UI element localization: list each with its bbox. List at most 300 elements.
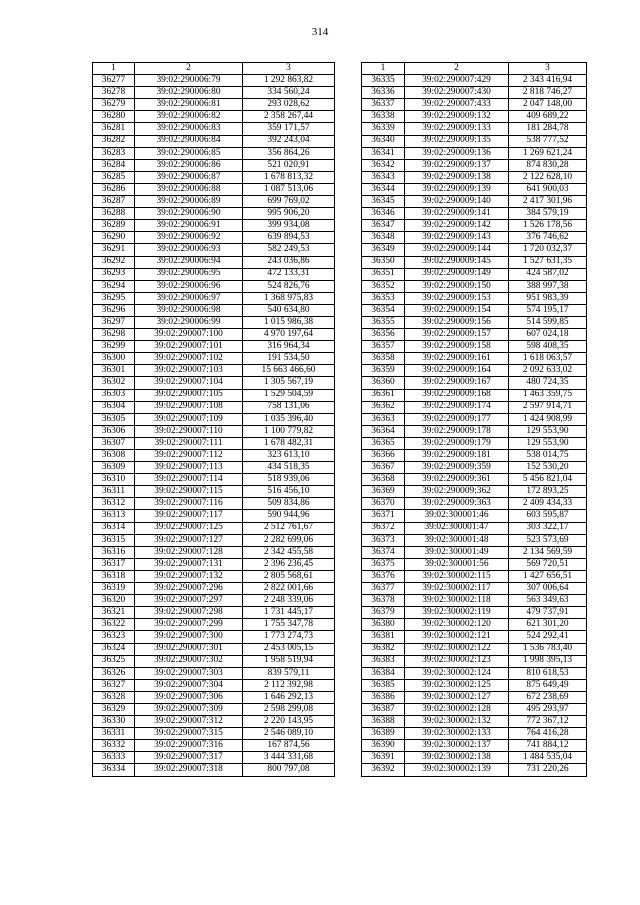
table-row: [93, 716, 335, 728]
cadastral-number-cell: 39:02:300002:123: [405, 655, 509, 667]
value-cell: 472 133,31: [243, 268, 335, 280]
row-number-cell: 36371: [362, 510, 405, 522]
cadastral-number-cell: 39:02:290007:298: [135, 607, 243, 619]
value-cell: 293 028,62: [243, 99, 335, 111]
row-number-cell: 36370: [362, 498, 405, 510]
row-number-cell: 36333: [93, 752, 135, 764]
table-row: [362, 643, 587, 655]
row-number-cell: 36326: [93, 667, 135, 679]
table-row: [362, 232, 587, 244]
cadastral-number-cell: 39:02:290009:136: [405, 147, 509, 159]
table-row: [362, 75, 587, 87]
table-row: [362, 401, 587, 413]
table-row: [362, 389, 587, 401]
row-number-cell: 36328: [93, 691, 135, 703]
row-number-cell: 36343: [362, 171, 405, 183]
table-row: [93, 111, 335, 123]
row-number-cell: 36311: [93, 486, 135, 498]
value-cell: 758 131,06: [243, 401, 335, 413]
value-cell: 316 964,34: [243, 341, 335, 353]
cadastral-number-cell: 39:02:300001:56: [405, 558, 509, 570]
row-number-cell: 36382: [362, 643, 405, 655]
table-row: [362, 486, 587, 498]
table-row: [93, 183, 335, 195]
cadastral-number-cell: 39:02:290009:143: [405, 232, 509, 244]
row-number-cell: 36391: [362, 752, 405, 764]
row-number-cell: 36305: [93, 413, 135, 425]
table-row: [93, 703, 335, 715]
value-cell: 538 014,75: [509, 450, 587, 462]
row-number-cell: 36327: [93, 679, 135, 691]
table-row: [93, 413, 335, 425]
value-cell: 479 737,91: [509, 607, 587, 619]
cadastral-number-cell: 39:02:300002:122: [405, 643, 509, 655]
value-cell: 1 292 863,82: [243, 75, 335, 87]
table-row: [93, 304, 335, 316]
value-cell: 2 805 568,61: [243, 570, 335, 582]
value-cell: 839 579,11: [243, 667, 335, 679]
value-cell: 1 305 567,19: [243, 377, 335, 389]
cadastral-number-cell: 39:02:290007:102: [135, 353, 243, 365]
cadastral-number-cell: 39:02:290009:359: [405, 462, 509, 474]
cadastral-number-cell: 39:02:290007:301: [135, 643, 243, 655]
table-row: [362, 256, 587, 268]
row-number-cell: 36314: [93, 522, 135, 534]
cadastral-number-cell: 39:02:290007:110: [135, 425, 243, 437]
table-row: [93, 292, 335, 304]
value-cell: 995 906,20: [243, 208, 335, 220]
cadastral-number-cell: 39:02:290009:361: [405, 474, 509, 486]
cadastral-number-cell: 39:02:300002:138: [405, 752, 509, 764]
cadastral-number-cell: 39:02:290007:104: [135, 377, 243, 389]
table-row: [93, 316, 335, 328]
value-cell: 1 678 813,32: [243, 171, 335, 183]
row-number-cell: 36319: [93, 583, 135, 595]
value-cell: 1 463 359,75: [509, 389, 587, 401]
row-number-cell: 36354: [362, 304, 405, 316]
table-row: [93, 752, 335, 764]
cadastral-number-cell: 39:02:290007:103: [135, 365, 243, 377]
row-number-cell: 36390: [362, 740, 405, 752]
table-row: [93, 401, 335, 413]
value-cell: 152 530,20: [509, 462, 587, 474]
table-row: [362, 728, 587, 740]
row-number-cell: 36308: [93, 450, 135, 462]
value-cell: 563 349,63: [509, 595, 587, 607]
cadastral-number-cell: 39:02:300002:118: [405, 595, 509, 607]
cadastral-number-cell: 39:02:290006:85: [135, 147, 243, 159]
table-row: [93, 522, 335, 534]
row-number-cell: 36336: [362, 87, 405, 99]
value-cell: 399 934,08: [243, 220, 335, 232]
table-row: [93, 389, 335, 401]
row-number-cell: 36389: [362, 728, 405, 740]
table-row: [93, 498, 335, 510]
table-row: [93, 159, 335, 171]
cadastral-number-cell: 39:02:290007:430: [405, 87, 509, 99]
table-row: [93, 607, 335, 619]
value-cell: 243 036,86: [243, 256, 335, 268]
value-cell: 2 282 699,06: [243, 534, 335, 546]
value-cell: 641 900,03: [509, 183, 587, 195]
value-cell: 1 100 779,82: [243, 425, 335, 437]
value-cell: 582 249,53: [243, 244, 335, 256]
row-number-cell: 36306: [93, 425, 135, 437]
value-cell: 1 087 513,06: [243, 183, 335, 195]
value-cell: 1 618 063,57: [509, 353, 587, 365]
table-row: [93, 87, 335, 99]
value-cell: 1 424 908,99: [509, 413, 587, 425]
table-row: [362, 220, 587, 232]
right-table: [361, 62, 587, 777]
table-row: [362, 377, 587, 389]
row-number-cell: 36351: [362, 268, 405, 280]
value-cell: 4 970 197,64: [243, 329, 335, 341]
cadastral-number-cell: 39:02:290007:111: [135, 437, 243, 449]
table-row: [362, 99, 587, 111]
cadastral-number-cell: 39:02:290009:164: [405, 365, 509, 377]
value-cell: 356 864,26: [243, 147, 335, 159]
cadastral-number-cell: 39:02:290006:90: [135, 208, 243, 220]
row-number-cell: 36379: [362, 607, 405, 619]
table-row: [93, 365, 335, 377]
cadastral-number-cell: 39:02:290006:95: [135, 268, 243, 280]
table-row: [362, 304, 587, 316]
value-cell: 874 830,28: [509, 159, 587, 171]
value-cell: 540 634,80: [243, 304, 335, 316]
cadastral-number-cell: 39:02:290009:133: [405, 123, 509, 135]
table-row: [93, 329, 335, 341]
cadastral-number-cell: 39:02:300001:46: [405, 510, 509, 522]
table-row: [362, 764, 587, 776]
row-number-cell: 36332: [93, 740, 135, 752]
table-row: [93, 679, 335, 691]
value-cell: 569 720,51: [509, 558, 587, 570]
value-cell: 1 529 504,59: [243, 389, 335, 401]
value-cell: 409 689,22: [509, 111, 587, 123]
column-header: 2: [405, 63, 509, 75]
value-cell: 1 998 395,13: [509, 655, 587, 667]
value-cell: 2 358 267,44: [243, 111, 335, 123]
column-header: 1: [362, 63, 405, 75]
table-row: [362, 703, 587, 715]
table-row: [362, 510, 587, 522]
table-row: [362, 595, 587, 607]
table-row: [93, 655, 335, 667]
cadastral-number-cell: 39:02:290007:115: [135, 486, 243, 498]
cadastral-number-cell: 39:02:290009:138: [405, 171, 509, 183]
cadastral-number-cell: 39:02:300002:133: [405, 728, 509, 740]
cadastral-number-cell: 39:02:300002:132: [405, 716, 509, 728]
table-row: [93, 450, 335, 462]
cadastral-number-cell: 39:02:290006:89: [135, 196, 243, 208]
row-number-cell: 36287: [93, 196, 135, 208]
row-number-cell: 36341: [362, 147, 405, 159]
table-row: [362, 244, 587, 256]
table-row: [93, 220, 335, 232]
table-row: [362, 462, 587, 474]
row-number-cell: 36387: [362, 703, 405, 715]
row-number-cell: 36329: [93, 703, 135, 715]
table-row: [93, 135, 335, 147]
value-cell: 2 220 143,95: [243, 716, 335, 728]
cadastral-number-cell: 39:02:290007:105: [135, 389, 243, 401]
value-cell: 384 579,19: [509, 208, 587, 220]
cadastral-number-cell: 39:02:290009:167: [405, 377, 509, 389]
value-cell: 518 939,06: [243, 474, 335, 486]
table-row: [362, 474, 587, 486]
left-table: [92, 62, 335, 777]
value-cell: 1 958 519,94: [243, 655, 335, 667]
cadastral-number-cell: 39:02:290009:168: [405, 389, 509, 401]
value-cell: 1 755 347,78: [243, 619, 335, 631]
value-cell: 181 284,78: [509, 123, 587, 135]
table-row: [362, 365, 587, 377]
table-row: [93, 244, 335, 256]
cadastral-number-cell: 39:02:290007:300: [135, 631, 243, 643]
header-row: [362, 63, 587, 75]
row-number-cell: 36372: [362, 522, 405, 534]
table-row: [93, 425, 335, 437]
value-cell: 167 874,56: [243, 740, 335, 752]
table-row: [93, 268, 335, 280]
cadastral-number-cell: 39:02:290007:128: [135, 546, 243, 558]
cadastral-number-cell: 39:02:290006:91: [135, 220, 243, 232]
row-number-cell: 36349: [362, 244, 405, 256]
table-row: [93, 631, 335, 643]
value-cell: 376 746,62: [509, 232, 587, 244]
value-cell: 603 595,87: [509, 510, 587, 522]
cadastral-number-cell: 39:02:290007:429: [405, 75, 509, 87]
table-row: [362, 147, 587, 159]
table-row: [93, 232, 335, 244]
value-cell: 699 769,02: [243, 196, 335, 208]
value-cell: 359 171,57: [243, 123, 335, 135]
cadastral-number-cell: 39:02:290009:142: [405, 220, 509, 232]
table-row: [362, 183, 587, 195]
row-number-cell: 36366: [362, 450, 405, 462]
table-row: [362, 450, 587, 462]
value-cell: 772 367,12: [509, 716, 587, 728]
cadastral-number-cell: 39:02:290009:181: [405, 450, 509, 462]
value-cell: 2 342 455,58: [243, 546, 335, 558]
table-row: [362, 292, 587, 304]
row-number-cell: 36330: [93, 716, 135, 728]
row-number-cell: 36361: [362, 389, 405, 401]
value-cell: 509 834,86: [243, 498, 335, 510]
table-row: [362, 171, 587, 183]
value-cell: 1 484 535,04: [509, 752, 587, 764]
value-cell: 323 613,10: [243, 450, 335, 462]
row-number-cell: 36288: [93, 208, 135, 220]
value-cell: 523 573,69: [509, 534, 587, 546]
row-number-cell: 36335: [362, 75, 405, 87]
value-cell: 516 456,10: [243, 486, 335, 498]
row-number-cell: 36375: [362, 558, 405, 570]
row-number-cell: 36309: [93, 462, 135, 474]
table-row: [362, 425, 587, 437]
row-number-cell: 36362: [362, 401, 405, 413]
row-number-cell: 36312: [93, 498, 135, 510]
value-cell: 1 731 445,17: [243, 607, 335, 619]
table-row: [93, 546, 335, 558]
cadastral-number-cell: 39:02:290009:362: [405, 486, 509, 498]
cadastral-number-cell: 39:02:290007:132: [135, 570, 243, 582]
value-cell: 334 560,24: [243, 87, 335, 99]
row-number-cell: 36317: [93, 558, 135, 570]
cadastral-number-cell: 39:02:300002:128: [405, 703, 509, 715]
table-row: [93, 667, 335, 679]
cadastral-number-cell: 39:02:290009:153: [405, 292, 509, 304]
cadastral-number-cell: 39:02:290009:139: [405, 183, 509, 195]
cadastral-number-cell: 39:02:290009:178: [405, 425, 509, 437]
value-cell: 951 983,39: [509, 292, 587, 304]
cadastral-number-cell: 39:02:290009:158: [405, 341, 509, 353]
table-row: [362, 667, 587, 679]
cadastral-number-cell: 39:02:290009:132: [405, 111, 509, 123]
cadastral-number-cell: 39:02:290009:150: [405, 280, 509, 292]
row-number-cell: 36363: [362, 413, 405, 425]
row-number-cell: 36345: [362, 196, 405, 208]
row-number-cell: 36374: [362, 546, 405, 558]
row-number-cell: 36302: [93, 377, 135, 389]
cadastral-number-cell: 39:02:300002:139: [405, 764, 509, 776]
cadastral-number-cell: 39:02:290007:131: [135, 558, 243, 570]
value-cell: 1 427 656,51: [509, 570, 587, 582]
row-number-cell: 36301: [93, 365, 135, 377]
table-row: [362, 679, 587, 691]
cadastral-number-cell: 39:02:290009:157: [405, 329, 509, 341]
cadastral-number-cell: 39:02:290006:79: [135, 75, 243, 87]
row-number-cell: 36282: [93, 135, 135, 147]
value-cell: 307 006,64: [509, 583, 587, 595]
cadastral-number-cell: 39:02:290006:81: [135, 99, 243, 111]
table-row: [362, 268, 587, 280]
row-number-cell: 36285: [93, 171, 135, 183]
value-cell: 800 797,08: [243, 764, 335, 776]
table-row: [93, 353, 335, 365]
cadastral-number-cell: 39:02:290007:114: [135, 474, 243, 486]
table-row: [362, 583, 587, 595]
value-cell: 2 343 416,94: [509, 75, 587, 87]
cadastral-number-cell: 39:02:290006:86: [135, 159, 243, 171]
cadastral-number-cell: 39:02:290007:304: [135, 679, 243, 691]
cadastral-number-cell: 39:02:290007:303: [135, 667, 243, 679]
cadastral-number-cell: 39:02:290009:140: [405, 196, 509, 208]
table-row: [93, 691, 335, 703]
table-row: [93, 341, 335, 353]
page-number: 314: [311, 26, 329, 38]
cadastral-number-cell: 39:02:290007:318: [135, 764, 243, 776]
value-cell: 1 773 274,73: [243, 631, 335, 643]
row-number-cell: 36337: [362, 99, 405, 111]
column-header: 1: [93, 63, 135, 75]
value-cell: 514 599,85: [509, 316, 587, 328]
cadastral-number-cell: 39:02:290007:299: [135, 619, 243, 631]
row-number-cell: 36278: [93, 87, 135, 99]
table-row: [362, 135, 587, 147]
table-row: [93, 256, 335, 268]
row-number-cell: 36346: [362, 208, 405, 220]
table-row: [93, 377, 335, 389]
cadastral-number-cell: 39:02:290007:127: [135, 534, 243, 546]
cadastral-number-cell: 39:02:300001:49: [405, 546, 509, 558]
row-number-cell: 36376: [362, 570, 405, 582]
value-cell: 764 416,28: [509, 728, 587, 740]
cadastral-number-cell: 39:02:290006:84: [135, 135, 243, 147]
header-row: [93, 63, 335, 75]
table-row: [362, 87, 587, 99]
cadastral-number-cell: 39:02:290009:161: [405, 353, 509, 365]
cadastral-number-cell: 39:02:290007:101: [135, 341, 243, 353]
table-row: [93, 728, 335, 740]
cadastral-number-cell: 39:02:290007:109: [135, 413, 243, 425]
cadastral-number-cell: 39:02:290007:125: [135, 522, 243, 534]
table-row: [93, 740, 335, 752]
cadastral-number-cell: 39:02:290006:94: [135, 256, 243, 268]
row-number-cell: 36367: [362, 462, 405, 474]
row-number-cell: 36383: [362, 655, 405, 667]
row-number-cell: 36347: [362, 220, 405, 232]
row-number-cell: 36290: [93, 232, 135, 244]
row-number-cell: 36295: [93, 292, 135, 304]
value-cell: 2 818 746,27: [509, 87, 587, 99]
value-cell: 2 047 148,00: [509, 99, 587, 111]
value-cell: 172 893,25: [509, 486, 587, 498]
value-cell: 538 777,52: [509, 135, 587, 147]
value-cell: 129 553,90: [509, 437, 587, 449]
cadastral-number-cell: 39:02:290006:87: [135, 171, 243, 183]
cadastral-number-cell: 39:02:290006:98: [135, 304, 243, 316]
cadastral-number-cell: 39:02:290006:88: [135, 183, 243, 195]
row-number-cell: 36310: [93, 474, 135, 486]
row-number-cell: 36293: [93, 268, 135, 280]
table-row: [362, 570, 587, 582]
table-row: [362, 123, 587, 135]
cadastral-number-cell: 39:02:290007:316: [135, 740, 243, 752]
table-row: [93, 280, 335, 292]
value-cell: 2 546 089,10: [243, 728, 335, 740]
table-row: [362, 619, 587, 631]
row-number-cell: 36378: [362, 595, 405, 607]
value-cell: 621 301,20: [509, 619, 587, 631]
row-number-cell: 36373: [362, 534, 405, 546]
row-number-cell: 36279: [93, 99, 135, 111]
row-number-cell: 36377: [362, 583, 405, 595]
row-number-cell: 36357: [362, 341, 405, 353]
cadastral-number-cell: 39:02:290007:117: [135, 510, 243, 522]
value-cell: 1 526 178,56: [509, 220, 587, 232]
cadastral-number-cell: 39:02:300002:120: [405, 619, 509, 631]
table-row: [362, 111, 587, 123]
row-number-cell: 36339: [362, 123, 405, 135]
table-row: [93, 75, 335, 87]
row-number-cell: 36355: [362, 316, 405, 328]
cadastral-number-cell: 39:02:290007:306: [135, 691, 243, 703]
value-cell: 129 553,90: [509, 425, 587, 437]
cadastral-number-cell: 39:02:300002:137: [405, 740, 509, 752]
row-number-cell: 36292: [93, 256, 135, 268]
table-row: [93, 643, 335, 655]
value-cell: 191 534,50: [243, 353, 335, 365]
row-number-cell: 36291: [93, 244, 135, 256]
cadastral-number-cell: 39:02:290009:174: [405, 401, 509, 413]
row-number-cell: 36348: [362, 232, 405, 244]
row-number-cell: 36280: [93, 111, 135, 123]
table-row: [362, 752, 587, 764]
cadastral-number-cell: 39:02:290006:82: [135, 111, 243, 123]
cadastral-number-cell: 39:02:290007:315: [135, 728, 243, 740]
